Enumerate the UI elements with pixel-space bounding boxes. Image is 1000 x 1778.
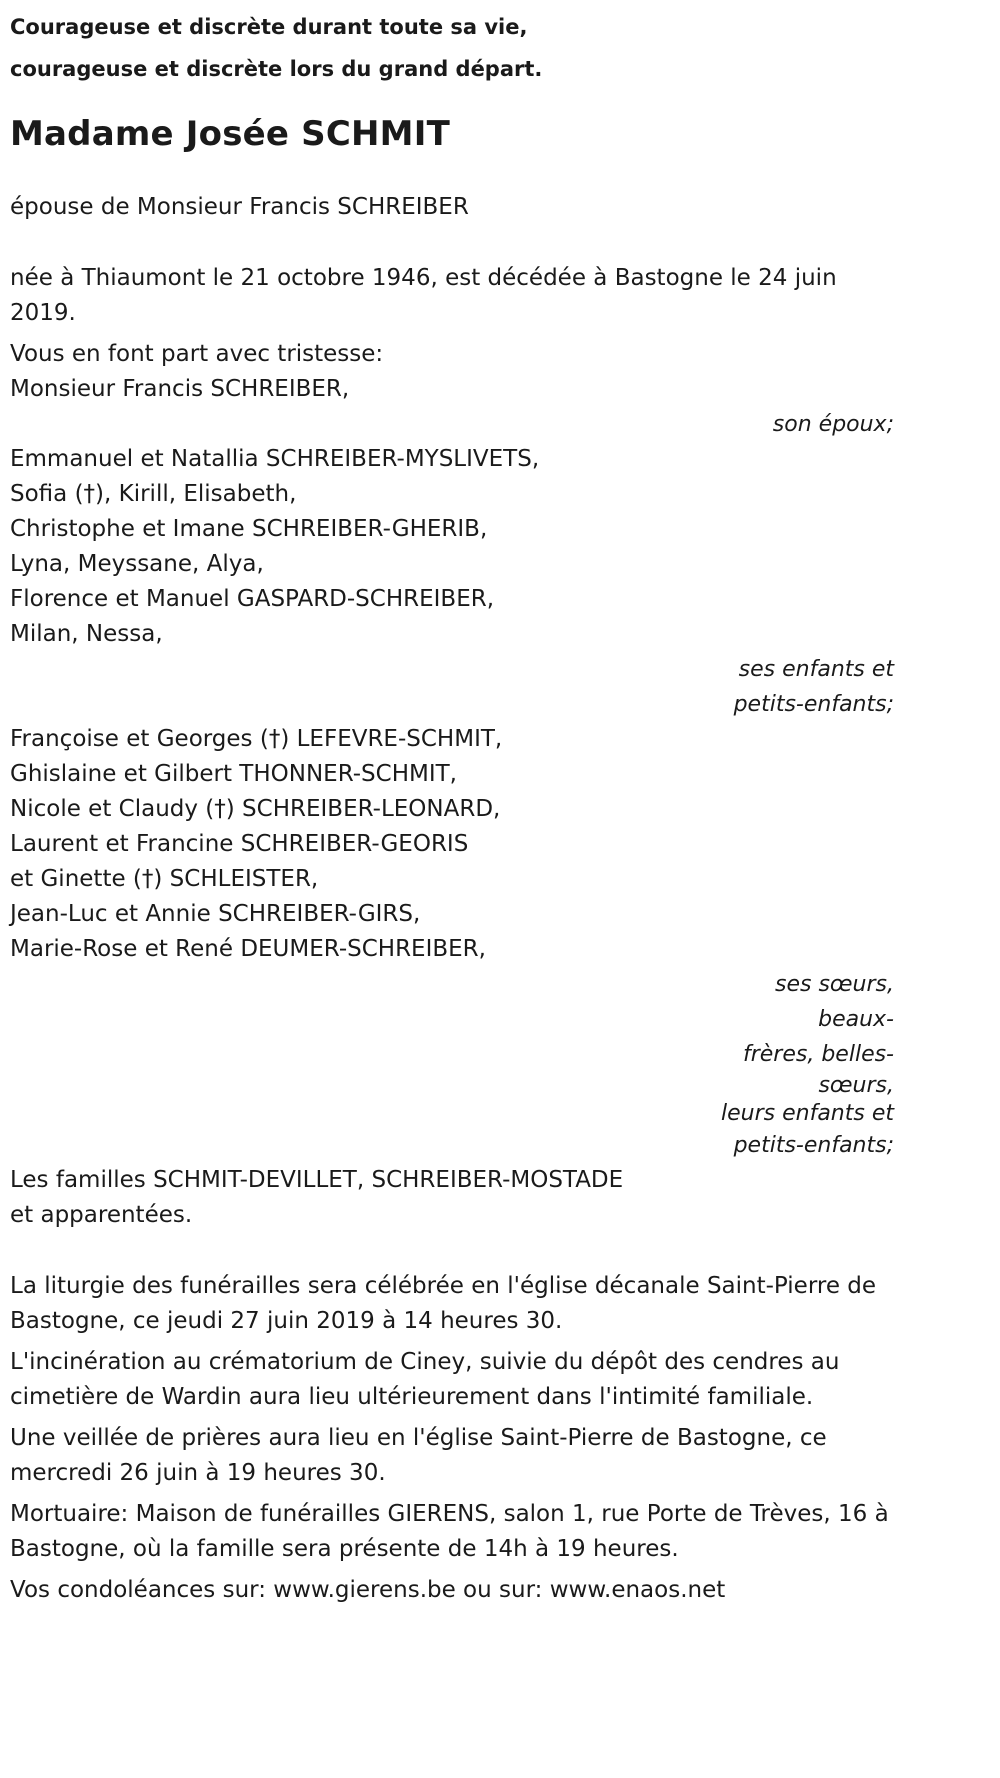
family-name-line: et Ginette (†) SCHLEISTER, <box>10 866 319 892</box>
deceased-name: Madame Josée SCHMIT <box>10 114 450 154</box>
cremation-paragraph: L'incinération au crématorium de Ciney, suivie du dépôt des cendres au cimetière de Wardin aura lieu ultérieurement dans l'intimité familiale. <box>10 1349 840 1410</box>
family-role-siblings-4: leurs enfants et <box>721 1101 894 1126</box>
epigraph-line-2: courageuse et discrète lors du grand départ. <box>10 57 543 81</box>
family-role-children-1: ses enfants et <box>738 657 894 682</box>
family-role-spouse: son époux; <box>772 412 894 437</box>
family-name-line: Monsieur Francis SCHREIBER, <box>10 376 350 402</box>
family-name-line: Lyna, Meyssane, Alya, <box>10 551 264 577</box>
family-name-line: Milan, Nessa, <box>10 621 163 647</box>
liturgy-paragraph: La liturgie des funérailles sera célébrée en l'église décanale Saint-Pierre de Bastogne, ce jeudi 27 juin 2019 à 14 heures 30. <box>10 1273 877 1334</box>
family-name-line: Laurent et Francine SCHREIBER-GEORIS <box>10 831 469 857</box>
condolences-line: Vos condoléances sur: www.gierens.be ou sur: www.enaos.net <box>10 1577 726 1603</box>
families-line-2: et apparentées. <box>10 1202 193 1228</box>
vigil-paragraph: Une veillée de prières aura lieu en l'église Saint-Pierre de Bastogne, ce mercredi 26 juin à 19 heures 30. <box>10 1425 827 1486</box>
spouse-line: épouse de Monsieur Francis SCHREIBER <box>10 194 469 220</box>
epigraph-line-1: Courageuse et discrète durant toute sa vie, <box>10 15 528 39</box>
family-name-line: Florence et Manuel GASPARD-SCHREIBER, <box>10 586 495 612</box>
family-name-line: Nicole et Claudy (†) SCHREIBER-LEONARD, <box>10 796 501 822</box>
family-name-line: Emmanuel et Natallia SCHREIBER-MYSLIVETS, <box>10 446 540 472</box>
family-role-siblings-2: frères, belles- <box>742 1042 894 1067</box>
family-role-siblings-5: petits-enfants; <box>733 1133 894 1158</box>
family-name-line: Sofia (†), Kirill, Elisabeth, <box>10 481 297 507</box>
family-group-children <box>10 442 894 652</box>
birth-death-line: née à Thiaumont le 21 octobre 1946, est décédée à Bastogne le 24 juin 2019. <box>10 265 837 326</box>
family-name-line: Christophe et Imane SCHREIBER-GHERIB, <box>10 516 488 542</box>
family-name-line: Jean-Luc et Annie SCHREIBER-GIRS, <box>10 901 421 927</box>
family-name-line: Marie-Rose et René DEUMER-SCHREIBER, <box>10 936 486 962</box>
family-group-spouse <box>10 372 894 407</box>
mortuary-paragraph: Mortuaire: Maison de funérailles GIERENS, salon 1, rue Porte de Trèves, 16 à Bastogne, où la famille sera présente de 14h à 19 heures. <box>10 1501 889 1562</box>
family-role-children-2: petits-enfants; <box>733 692 894 717</box>
announcement-intro: Vous en font part avec tristesse: <box>10 341 384 367</box>
family-group-siblings <box>10 722 894 967</box>
family-role-siblings-1: ses sœurs, beaux- <box>775 972 894 1032</box>
family-role-siblings-3: sœurs, <box>818 1073 894 1098</box>
family-name-line: Ghislaine et Gilbert THONNER-SCHMIT, <box>10 761 457 787</box>
families-line-1: Les familles SCHMIT-DEVILLET, SCHREIBER-MOSTADE <box>10 1167 624 1193</box>
family-name-line: Françoise et Georges (†) LEFEVRE-SCHMIT, <box>10 726 503 752</box>
